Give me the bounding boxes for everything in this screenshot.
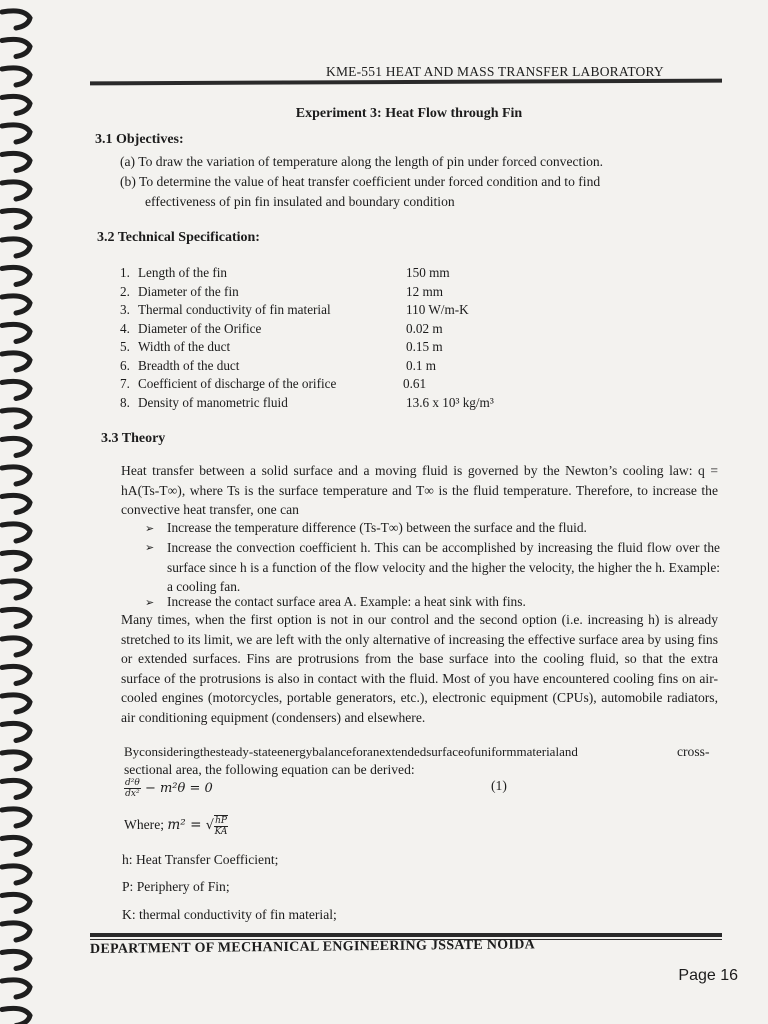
spec-name: Diameter of the Orifice: [138, 320, 262, 336]
spiral-coil: [2, 39, 30, 56]
def-k: K: thermal conductivity of fin material;: [122, 907, 337, 922]
spiral-coil: [2, 467, 30, 484]
spiral-coil: [2, 125, 30, 142]
arrow-bullet-icon: ➢: [145, 522, 155, 535]
sqrt-icon: √: [205, 818, 215, 834]
spiral-coil: [2, 153, 30, 170]
spiral-binding: [0, 0, 40, 1024]
spiral-coil: [2, 552, 30, 569]
spec-name: Density of manometric fluid: [138, 394, 288, 410]
spec-row: [120, 284, 239, 300]
equation-number: (1): [491, 778, 507, 793]
spec-row: [120, 376, 336, 392]
spiral-coil: [2, 324, 30, 341]
spiral-coil: [2, 68, 30, 85]
spiral-coil: [2, 210, 30, 227]
spec-value: 0.61: [403, 376, 427, 391]
spiral-coil: [2, 609, 30, 626]
where-label: Where;: [124, 817, 164, 833]
eq-numerator: d²θ: [125, 778, 140, 788]
spec-value: 110 W/m-K: [406, 302, 469, 317]
def-p: P: Periphery of Fin;: [122, 879, 230, 894]
spec-number: 6.: [120, 357, 130, 373]
objective-b: (b) To determine the value of heat transfer coefficient under forced condition and to find: [120, 174, 601, 189]
spiral-coil: [2, 638, 30, 655]
bullet-text: Increase the convection coefficient h. This can be accomplished by increasing the fluid flow over the surface since h is a function of the flow velocity and the higher the velocity, the higher the h. Example: a cooling fan.: [167, 540, 720, 594]
spiral-coil: [2, 695, 30, 712]
spiral-coil: [2, 951, 30, 968]
spiral-coil: [2, 923, 30, 940]
spec-row: [120, 395, 288, 411]
spec-value: 0.15 m: [406, 339, 443, 354]
arrow-bullet-icon: ➢: [145, 541, 155, 554]
spiral-coil: [2, 267, 30, 284]
spec-row: [120, 339, 230, 355]
spec-number: 5.: [120, 339, 130, 354]
spec-row: [120, 302, 331, 318]
spiral-coil: [2, 182, 30, 199]
spec-name: Diameter of the fin: [138, 283, 239, 299]
bullet-text: Increase the contact surface area A. Example: a heat sink with fins.: [167, 594, 526, 609]
spec-name: Coefficient of discharge of the orifice: [138, 376, 337, 391]
spec-number: 8.: [120, 394, 130, 410]
bullet-text: Increase the temperature difference (Ts-T∞) between the surface and the fluid.: [167, 520, 587, 535]
spiral-coil: [2, 752, 30, 769]
spec-number: 2.: [120, 283, 130, 299]
spec-name: Length of the fin: [138, 265, 227, 280]
spec-name: Thermal conductivity of fin material: [138, 302, 331, 317]
spec-number: 4.: [120, 320, 130, 336]
arrow-bullet-icon: ➢: [145, 596, 155, 609]
spiral-coil: [2, 495, 30, 512]
theory-heading: 3.3 Theory: [101, 431, 166, 446]
where-lhs: m² =: [167, 817, 206, 834]
spec-name: Width of the duct: [138, 339, 231, 354]
spiral-coil: [2, 296, 30, 313]
spiral-coil: [2, 780, 30, 797]
footer-department: DEPARTMENT OF MECHANICAL ENGINEERING JSSATE NOIDA: [89, 937, 536, 957]
spiral-coil: [2, 438, 30, 455]
spiral-coil: [2, 837, 30, 854]
spiral-coil: [2, 11, 30, 28]
where-line: [124, 815, 228, 837]
header-rule: [90, 79, 722, 86]
spec-number: 1.: [120, 265, 130, 280]
spec-value: 12 mm: [406, 283, 443, 299]
spiral-coil: [2, 723, 30, 740]
bullet-2: [145, 538, 720, 597]
theory-para-3-hyphen: cross-: [677, 744, 710, 759]
theory-para-3-line2: sectional area, the following equation can be derived:: [124, 762, 415, 777]
page-number: Page 16: [678, 967, 738, 984]
spec-row: [120, 358, 239, 374]
equation-1: [124, 778, 213, 799]
spiral-coil: [2, 239, 30, 256]
theory-para-2: Many times, when the first option is not in our control and the second option (i.e. increasing h) is already stretched to its limit, we are left with the only alternative of increasing the effective surface area by using fins or extended surfaces. Fins are protrusions from the base surface into the cooling fluid, so that the extra surface of the protrusions is also in contact with the fluid. Most of you have encountered cooling fins on air-cooled engines (motorcycles, portable generators, etc.), electronic equipment (CPUs), automobile radiators, air conditioning equipment (condensers) and elsewhere.: [121, 612, 718, 725]
theory-intro: Heat transfer between a solid surface and a moving fluid is governed by the Newton’s cooling law: q = hA(Ts-T∞), where Ts is the surface temperature and T∞ is the fluid temperature. Therefore, to increase the convective heat transfer, one can: [121, 463, 718, 517]
spec-number: 7.: [120, 376, 130, 391]
spiral-coil: [2, 1008, 30, 1024]
spiral-coil: [2, 381, 30, 398]
experiment-title: Experiment 3: Heat Flow through Fin: [295, 106, 523, 121]
spiral-coil: [2, 410, 30, 427]
spec-name: Breadth of the duct: [138, 357, 240, 373]
where-numerator: hP: [215, 816, 227, 826]
spiral-coil: [2, 866, 30, 883]
theory-para-3-line1: Byconsideringthesteady-stateenergybalanceforanextendedsurfaceofuniformmaterialand: [124, 744, 578, 759]
footer-rule: [90, 933, 722, 937]
eq-rest: − m²θ = 0: [144, 781, 213, 796]
def-h: h: Heat Transfer Coefficient;: [122, 852, 279, 867]
bullet-1: [145, 518, 720, 539]
objectives-heading: 3.1 Objectives:: [95, 132, 184, 147]
spec-value: 0.02 m: [406, 320, 443, 336]
spiral-coil: [2, 894, 30, 911]
spec-row: [120, 265, 227, 281]
spec-value: 13.6 x 10³ kg/m³: [406, 394, 494, 410]
objective-b-cont: effectiveness of pin fin insulated and boundary condition: [145, 194, 455, 209]
spec-value: 0.1 m: [406, 357, 437, 373]
spiral-coil: [2, 524, 30, 541]
eq-denominator: dx²: [125, 789, 140, 799]
spec-row: [120, 321, 261, 337]
objective-a: (a) To draw the variation of temperature along the length of pin under forced convection.: [120, 154, 604, 169]
spiral-coil: [2, 809, 30, 826]
spiral-coil: [2, 581, 30, 598]
spiral-coil: [2, 353, 30, 370]
spec-value: 150 mm: [406, 265, 450, 280]
spec-number: 3.: [120, 302, 130, 317]
where-denominator: KA: [214, 827, 228, 837]
specs-heading: 3.2 Technical Specification:: [97, 230, 260, 245]
header-title: KME-551 HEAT AND MASS TRANSFER LABORATORY: [326, 64, 664, 79]
spiral-coil: [2, 980, 30, 997]
spiral-coil: [2, 666, 30, 683]
